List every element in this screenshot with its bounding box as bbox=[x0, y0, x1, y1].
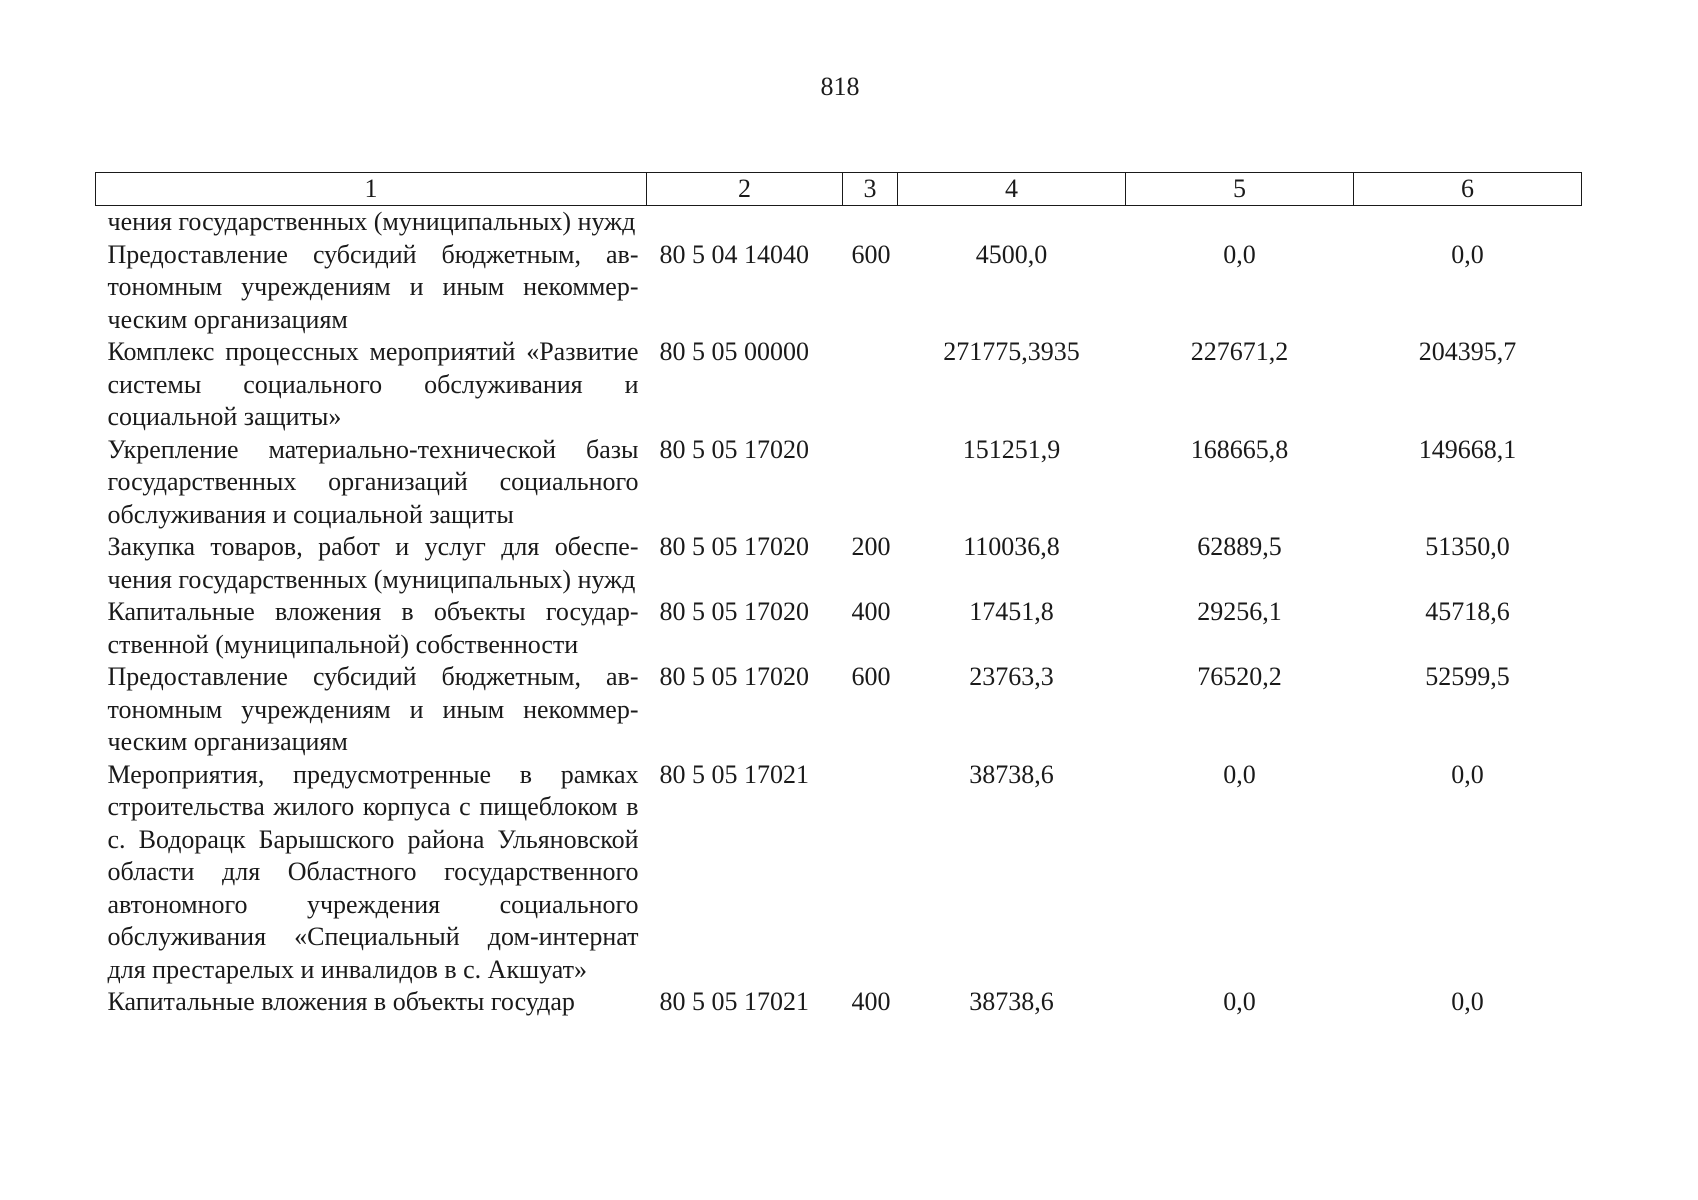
row-value-4: 151251,9 bbox=[962, 434, 1061, 464]
table-row bbox=[96, 434, 1582, 532]
row-name: Мероприятия, предусмотренные в рамках строительства жилого корпуса с пищеблоком в с. Водорацк Барышского района Ульяновской области для Областного государственного автономного учреждения социального обслуживания «Специальный дом-интернат для престарелых и инвалидов в с. Акшуат» bbox=[107, 759, 639, 984]
table-body bbox=[96, 206, 1582, 1019]
row-code: 80 5 05 17021 bbox=[659, 987, 809, 1016]
row-name: чения государственных (муниципальных) нужд bbox=[107, 207, 636, 236]
row-value-6: 0,0 bbox=[1451, 987, 1484, 1016]
row-value-5: 168665,8 bbox=[1190, 434, 1289, 464]
row-value-4: 38738,6 bbox=[969, 759, 1054, 789]
row-code bbox=[647, 206, 843, 239]
table-row bbox=[96, 531, 1582, 596]
row-name: Закупка товаров, работ и услуг для обеспечения государственных (муниципальных) нужд bbox=[107, 532, 639, 594]
row-code: 80 5 05 17020 bbox=[659, 532, 809, 561]
table-row bbox=[96, 239, 1582, 337]
row-name: Капитальные вложения в объекты государственной (муниципальной) собственности bbox=[107, 597, 639, 659]
header-row bbox=[96, 173, 1582, 206]
header-cell-1: 1 bbox=[96, 173, 647, 206]
row-name: Комплекс процессных мероприятий «Развитие системы социального обслуживания и социальной защиты» bbox=[107, 337, 639, 431]
row-value-6: 204395,7 bbox=[1418, 337, 1517, 366]
row-expense-type bbox=[843, 206, 898, 239]
row-code: 80 5 05 17020 bbox=[659, 597, 809, 626]
row-value-4: 110036,8 bbox=[963, 532, 1060, 561]
row-value-6: 52599,5 bbox=[1425, 662, 1510, 691]
table-row bbox=[96, 596, 1582, 661]
row-value-6 bbox=[1354, 206, 1582, 239]
row-value-4: 271775,3935 bbox=[943, 337, 1080, 366]
row-code: 80 5 05 17020 bbox=[659, 434, 809, 464]
table-row bbox=[96, 986, 1582, 1019]
row-name: Укрепление материально-технической базы государственных организаций социального обслуживания и социальной защиты bbox=[107, 434, 639, 529]
header-cell-2: 2 bbox=[647, 173, 843, 206]
row-value-6: 0,0 bbox=[1451, 239, 1484, 269]
row-value-6: 51350,0 bbox=[1425, 532, 1510, 561]
table-row bbox=[96, 661, 1582, 759]
row-code: 80 5 04 14040 bbox=[659, 239, 809, 269]
row-value-4: 23763,3 bbox=[969, 662, 1054, 691]
row-value-5: 62889,5 bbox=[1197, 532, 1282, 561]
row-code: 80 5 05 17021 bbox=[659, 759, 809, 789]
row-value-5: 227671,2 bbox=[1190, 337, 1289, 366]
row-value-5: 76520,2 bbox=[1197, 662, 1282, 691]
row-name: Капитальные вложения в объекты государ bbox=[107, 987, 575, 1016]
table-row bbox=[96, 336, 1582, 434]
row-expense-type bbox=[843, 759, 898, 987]
table-header bbox=[96, 173, 1582, 206]
row-value-4: 38738,6 bbox=[969, 987, 1054, 1016]
row-expense-type: 200 bbox=[851, 532, 891, 561]
row-value-5: 29256,1 bbox=[1197, 597, 1282, 626]
budget-table bbox=[95, 172, 1582, 1019]
row-value-6: 0,0 bbox=[1451, 759, 1484, 789]
row-value-5: 0,0 bbox=[1223, 759, 1256, 789]
row-value-5: 0,0 bbox=[1223, 987, 1256, 1016]
header-cell-3: 3 bbox=[843, 173, 898, 206]
row-code: 80 5 05 00000 bbox=[659, 337, 809, 366]
row-code: 80 5 05 17020 bbox=[659, 662, 809, 691]
row-expense-type: 400 bbox=[851, 597, 891, 626]
table-row bbox=[96, 759, 1582, 987]
row-value-4 bbox=[898, 206, 1126, 239]
row-name: Предоставление субсидий бюджетным, автономным учреждениям и иным некоммерческим организациям bbox=[107, 662, 639, 756]
header-cell-5: 5 bbox=[1126, 173, 1354, 206]
row-expense-type bbox=[843, 434, 898, 532]
page-number: 818 bbox=[820, 72, 860, 101]
row-value-5 bbox=[1126, 206, 1354, 239]
row-expense-type: 600 bbox=[851, 662, 891, 691]
header-cell-6: 6 bbox=[1354, 173, 1582, 206]
header-cell-4: 4 bbox=[898, 173, 1126, 206]
row-expense-type bbox=[843, 336, 898, 434]
row-value-4: 17451,8 bbox=[969, 597, 1054, 626]
row-value-4: 4500,0 bbox=[975, 239, 1048, 269]
row-name: Предоставление субсидий бюджетным, автономным учреждениям и иным некоммерческим организациям bbox=[107, 239, 639, 334]
row-value-6: 149668,1 bbox=[1418, 434, 1517, 464]
row-value-6: 45718,6 bbox=[1425, 597, 1510, 626]
table-row bbox=[96, 206, 1582, 239]
row-expense-type: 400 bbox=[851, 987, 891, 1016]
row-value-5: 0,0 bbox=[1223, 239, 1256, 269]
row-expense-type: 600 bbox=[851, 239, 891, 269]
